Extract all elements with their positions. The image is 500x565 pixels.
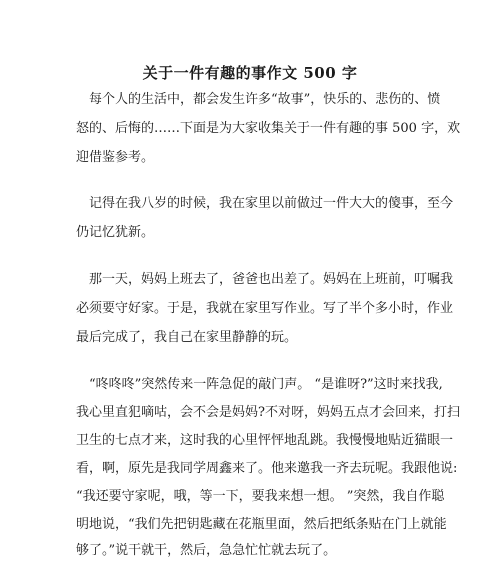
paragraph-line: 我心里直犯嘀咕，会不会是妈妈?不对呀，妈妈五点才会回来，打扫 [76,405,460,420]
paragraph-line: 明地说，“我们先把钥匙藏在花瓶里面，然后把纸条贴在门上就能 [76,517,447,532]
paragraph-line: “我还要守家呢，哦，等一下，要我来想一想。 ”突然，我自作聪 [76,489,445,504]
paragraph-line: 最后完成了，我自己在家里静静的玩。 [76,330,298,345]
paragraph-line: “咚咚咚”突然传来一阵急促的敲门声。 “是谁呀?”这时来找我, [89,377,443,392]
paragraph-line: 每个人的生活中，都会发生许多“故事”，快乐的、悲伤的、愤 [89,92,441,107]
paragraph-line: 记得在我八岁的时候，我在家里以前做过一件大大的傻事，至今 [89,196,454,211]
paragraph-line: 必须要守好家。于是，我就在家里写作业。写了半个多小时，作业 [76,301,454,316]
paragraph-line: 那一天，妈妈上班去了，爸爸也出差了。妈妈在上班前，叮嘱我 [89,272,454,287]
paragraph-line: 够了。”说干就干，然后，急急忙忙就去玩了。 [76,543,337,558]
paragraph-line: 看，啊，原先是我同学周鑫来了。他来邀我一齐去玩呢。我跟他说: [76,461,458,476]
paragraph-line: 迎借鉴参考。 [76,150,155,165]
paragraph-line: 仍记忆犹新。 [76,225,155,240]
document-title: 关于一件有趣的事作文 500 字 [142,64,358,82]
paragraph-line: 怒的、后悔的……下面是为大家收集关于一件有趣的事 500 字，欢 [76,121,461,136]
paragraph-line: 卫生的七点才来，这时我的心里怦怦地乱跳。我慢慢地贴近猫眼一 [76,433,454,448]
